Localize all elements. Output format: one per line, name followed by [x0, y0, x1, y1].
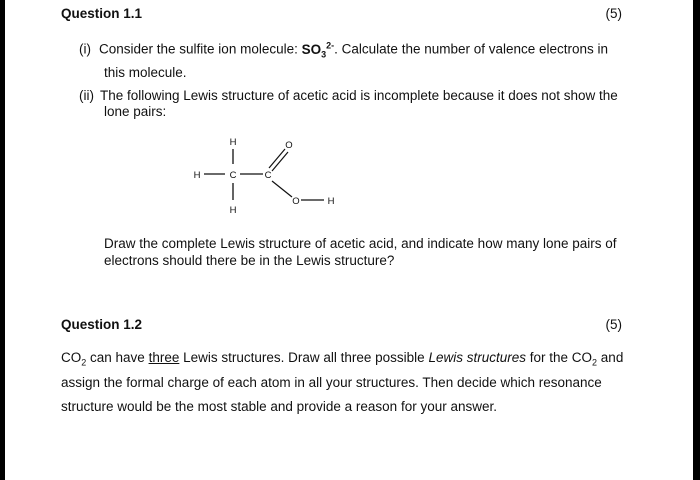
screenshot-frame-left [0, 0, 5, 480]
atom-c2: C [264, 170, 272, 181]
acetic-acid-lewis-structure [180, 128, 360, 228]
q12-line-1: $CO_2$ can have three Lewis structures. Draw all three possible Lewis structures for the $CO_2$ and [61, 350, 624, 368]
part-ii-line-1 [79, 88, 618, 103]
part-i-text-a: Consider the sulfite ion molecule: [99, 41, 302, 57]
atom-h-top: H [229, 137, 237, 148]
atom-h-left: H [193, 170, 201, 181]
part-i-label: (i) [79, 41, 91, 57]
bond-c2-o-single [272, 181, 292, 197]
question-1-1-marks: (5) [605, 6, 622, 21]
part-i-line-1 [79, 40, 608, 59]
question-1-1-title: Question 1.1 [61, 6, 143, 21]
atom-c1: C [229, 170, 237, 181]
atom-h-oh: H [327, 196, 335, 207]
question-1-2-title: Question 1.2 [61, 317, 143, 332]
part-i-line-2: this molecule. [104, 65, 187, 80]
sulfite-formula: $SO_3^{2-}$ [301, 40, 335, 60]
emphasis-lewis-structures: Lewis structures [428, 350, 526, 365]
part-ii-label: (ii) [79, 88, 94, 103]
question-1-2-marks: (5) [605, 317, 622, 332]
part-ii-text: The following Lewis structure of acetic acid is incomplete because it does not show the [100, 88, 618, 103]
q12-line-2: assign the formal charge of each atom in all your structures. Then decide which resonance [61, 375, 602, 390]
atom-h-bottom: H [229, 205, 237, 216]
atom-o-single: O [292, 196, 300, 207]
instruction-line-2: electrons should there be in the Lewis structure? [104, 253, 395, 268]
part-ii-line-2: lone pairs: [104, 104, 167, 119]
screenshot-frame-right [693, 0, 700, 480]
emphasis-three: three [148, 350, 180, 365]
q12-line-3: structure would be the most stable and provide a reason for your answer. [61, 399, 497, 414]
part-i-text-b: . Calculate the number of valence electrons in [334, 41, 609, 57]
instruction-line-1: Draw the complete Lewis structure of acetic acid, and indicate how many lone pairs of [104, 236, 617, 251]
atom-o-double: O [285, 140, 293, 151]
